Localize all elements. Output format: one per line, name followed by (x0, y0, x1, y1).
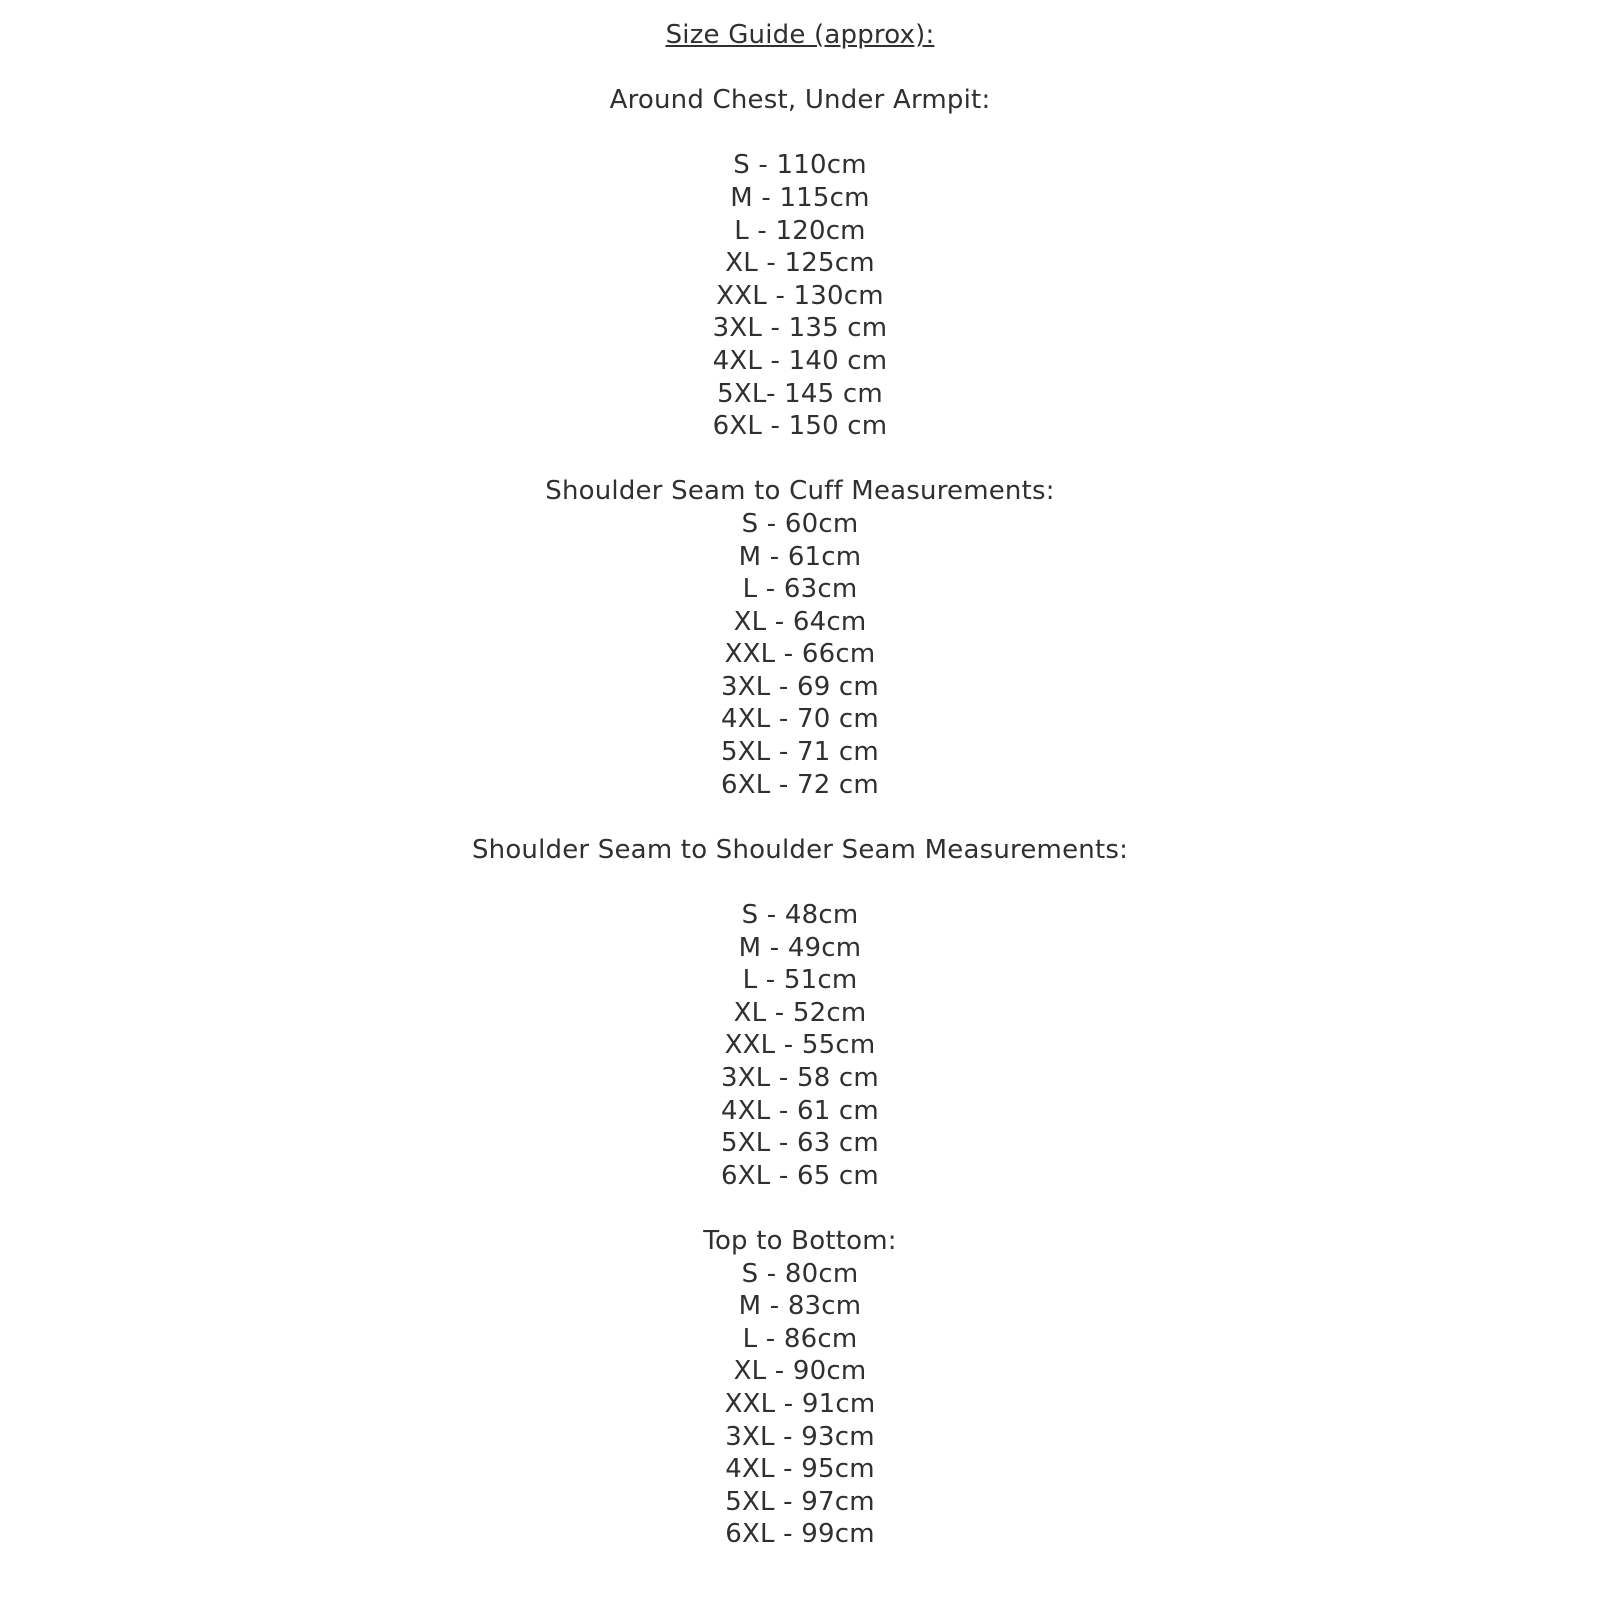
size-line: S - 48cm (741, 900, 859, 931)
size-line: L - 120cm (734, 215, 866, 246)
size-line: XL - 90cm (733, 1356, 867, 1387)
size-line: L - 63cm (742, 574, 858, 605)
size-line: 4XL - 140 cm (712, 345, 888, 376)
spacer (0, 1192, 1600, 1225)
size-line: 6XL - 150 cm (712, 411, 888, 442)
size-line: M - 49cm (738, 932, 862, 963)
size-line: L - 51cm (742, 965, 858, 996)
size-line: 6XL - 65 cm (721, 1160, 879, 1191)
size-line: XXL - 91cm (724, 1388, 876, 1419)
size-line: L - 86cm (742, 1323, 858, 1354)
size-line: S - 60cm (741, 508, 859, 539)
page-title: Size Guide (approx): (665, 20, 935, 50)
spacer (0, 801, 1600, 834)
size-line: XXL - 130cm (716, 280, 884, 311)
size-line: 6XL - 72 cm (721, 769, 879, 800)
size-line: 3XL - 58 cm (721, 1063, 879, 1093)
size-line: XL - 52cm (733, 997, 867, 1028)
spacer (0, 443, 1600, 476)
size-line: 3XL - 69 cm (721, 671, 879, 702)
section-heading: Shoulder Seam to Cuff Measurements: (545, 476, 1055, 507)
spacer (0, 866, 1600, 899)
size-line: 3XL - 135 cm (712, 313, 888, 344)
size-line: 4XL - 95cm (725, 1454, 875, 1485)
size-line: 5XL - 71 cm (721, 737, 879, 768)
size-line: XL - 64cm (733, 606, 867, 637)
size-line: 4XL - 61 cm (721, 1095, 879, 1126)
size-line: M - 61cm (738, 541, 862, 572)
size-line: XXL - 66cm (724, 639, 876, 670)
section-heading: Top to Bottom: (703, 1225, 897, 1256)
size-line: 5XL - 97cm (725, 1486, 875, 1517)
size-line: 3XL - 93cm (725, 1421, 875, 1452)
sections (0, 84, 1600, 1551)
size-line: 6XL - 99cm (725, 1519, 875, 1550)
spacer (0, 52, 1600, 85)
size-line: 5XL - 63 cm (721, 1128, 879, 1159)
size-line: S - 80cm (741, 1258, 859, 1289)
spacer (0, 117, 1600, 150)
section-heading: Shoulder Seam to Shoulder Seam Measurements: (471, 834, 1129, 865)
size-line: M - 83cm (738, 1291, 862, 1322)
size-line: 4XL - 70 cm (721, 704, 879, 735)
size-line: S - 110cm (733, 150, 867, 181)
size-line: M - 115cm (730, 182, 870, 213)
size-line: XL - 125cm (725, 248, 875, 279)
size-line: XXL - 55cm (724, 1030, 876, 1061)
size-line: 5XL- 145 cm (717, 378, 883, 409)
section-heading: Around Chest, Under Armpit: (609, 85, 991, 116)
